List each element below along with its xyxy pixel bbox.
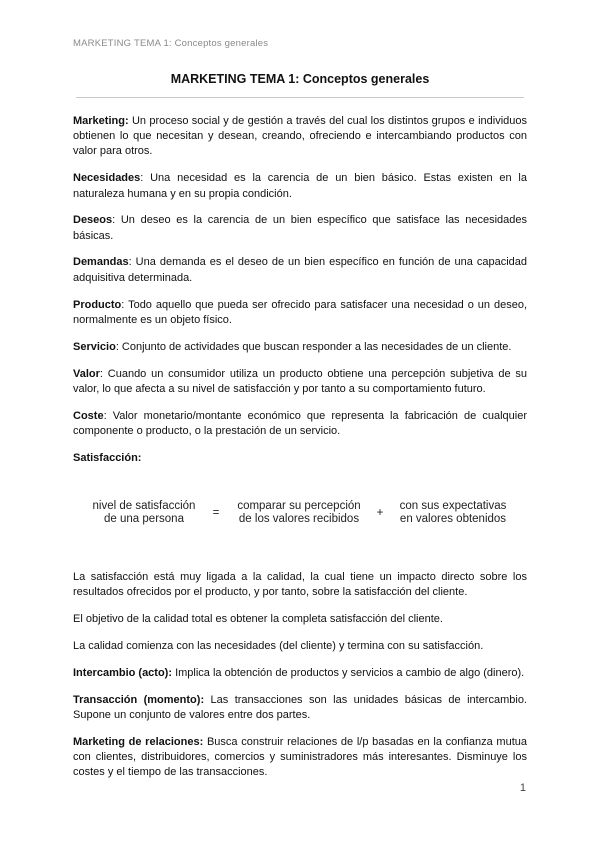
- definition-servicio: [73, 340, 527, 355]
- formula-right-term: con sus expectativas en valores obtenidos: [399, 499, 507, 525]
- definition-text: Implica la obtención de productos y servicios a cambio de algo (dinero).: [172, 666, 525, 679]
- definition-term: Marketing de relaciones:: [73, 735, 204, 748]
- page-title: MARKETING TEMA 1: Conceptos generales: [170, 72, 430, 86]
- formula-left-term: nivel de satisfacción de una persona: [92, 499, 196, 525]
- definition-term: Coste: [73, 409, 104, 422]
- definition-demandas: [73, 255, 527, 285]
- definition-text: Un proceso social y de gestión a través del cual los distintos grupos e individuos obtienen lo que necesitan y desean, creando, ofreciendo e intercambiando productos con valor para otros.: [73, 115, 527, 158]
- definition-term: Producto: [73, 298, 122, 311]
- definition-transaccion: [73, 693, 527, 723]
- definition-term: Demandas: [73, 256, 129, 269]
- title-divider: [76, 97, 524, 98]
- definition-text: : Valor monetario/montante económico que representa la fabricación de cualquier componente o producto, o la prestación de un servicio.: [73, 409, 527, 437]
- formula-plus-sign: +: [376, 506, 384, 519]
- definition-term: Deseos: [73, 214, 113, 227]
- definition-intercambio: [73, 666, 527, 681]
- page-number: 1: [519, 782, 526, 794]
- satisfaction-heading: Satisfacción:: [73, 451, 142, 464]
- document-body: [73, 114, 527, 792]
- definition-marketing-relaciones: [73, 735, 527, 781]
- satisfaction-paragraph: La satisfacción está muy ligada a la calidad, la cual tiene un impacto directo sobre los resultados ofrecidos por el producto, y por tanto, sobre la satisfacción del cliente.: [73, 570, 527, 599]
- definition-term: Transacción (momento):: [73, 693, 205, 706]
- definition-term: Servicio: [73, 340, 116, 353]
- definition-deseos: [73, 213, 527, 243]
- formula-middle-term: comparar su percepción de los valores recibidos: [237, 499, 361, 525]
- definition-marketing: [73, 114, 527, 160]
- definition-producto: [73, 298, 527, 328]
- satisfaction-formula: [73, 466, 527, 570]
- running-header: MARKETING TEMA 1: Conceptos generales: [73, 38, 269, 49]
- definition-text: : Conjunto de actividades que buscan responder a las necesidades de un cliente.: [115, 340, 512, 353]
- definition-text: Las transacciones son las unidades básicas de intercambio. Supone un conjunto de valores entre dos partes.: [73, 693, 527, 721]
- formula-equals-sign: =: [212, 506, 220, 519]
- definition-text: Busca construir relaciones de l/p basadas en la confianza mutua con clientes, distribuidores, comercios y suministradores más interesantes. Disminuye los costes y el tiempo de las transacciones.: [73, 735, 527, 779]
- definition-valor: [73, 367, 527, 397]
- definition-text: : Una necesidad es la carencia de un bien básico. Estas existen en la naturaleza humana y en su propia condición.: [73, 172, 527, 200]
- definition-coste: [73, 409, 527, 439]
- definition-term: Necesidades: [73, 172, 141, 185]
- satisfaction-paragraph: El objetivo de la calidad total es obtener la completa satisfacción del cliente.: [73, 613, 443, 626]
- definition-text: : Una demanda es el deseo de un bien específico en función de una capacidad adquisitiva determinada.: [73, 256, 527, 284]
- definition-term: Intercambio (acto):: [73, 666, 173, 679]
- satisfaction-paragraph: La calidad comienza con las necesidades (del cliente) y termina con su satisfacción.: [73, 639, 484, 652]
- definition-term: Valor: [73, 367, 100, 380]
- definition-term: Marketing:: [73, 115, 129, 127]
- definition-text: : Cuando un consumidor utiliza un producto obtiene una percepción subjetiva de su valor, lo que afecta a su nivel de satisfacción y por tanto a su comportamiento futuro.: [73, 367, 527, 395]
- definition-necesidades: [73, 171, 527, 201]
- definition-text: : Todo aquello que pueda ser ofrecido para satisfacer una necesidad o un deseo, normalmente es un objeto físico.: [73, 298, 527, 326]
- definition-text: : Un deseo es la carencia de un bien específico que satisface las necesidades básicas.: [73, 214, 527, 242]
